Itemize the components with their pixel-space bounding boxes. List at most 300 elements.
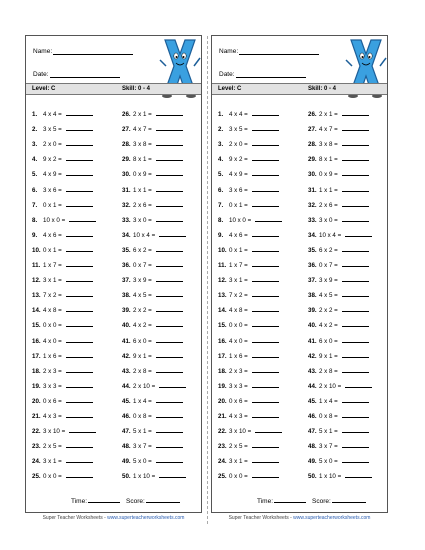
answer-blank[interactable]: [159, 472, 186, 478]
answer-blank[interactable]: [66, 412, 93, 418]
answer-blank[interactable]: [66, 306, 93, 312]
problem-expression: 9 x 1 =: [319, 352, 338, 360]
problem-number: 37.: [308, 277, 317, 285]
problem-expression: 4 x 5 =: [133, 292, 152, 300]
problem-expression: 0 x 6 =: [229, 397, 248, 405]
problem-number: 11.: [32, 262, 41, 269]
problem-expression: 1 x 1 =: [133, 186, 152, 194]
answer-blank[interactable]: [66, 321, 93, 327]
problem-row: [122, 472, 186, 480]
problem-expression: 2 x 6 =: [133, 201, 152, 209]
answer-blank[interactable]: [156, 155, 183, 161]
answer-blank[interactable]: [252, 291, 279, 297]
answer-blank[interactable]: [342, 140, 369, 146]
problem-row: [32, 382, 93, 390]
problem-expression: 9 x 2 =: [229, 156, 248, 164]
problem-number: 4.: [32, 156, 38, 164]
problem-number: 34.: [308, 231, 317, 239]
problem-row: [218, 231, 279, 239]
problem-expression: 2 x 10 =: [133, 382, 156, 390]
problem-number: 49.: [308, 458, 317, 466]
answer-blank[interactable]: [66, 382, 93, 388]
problem-expression: 8 x 1 =: [133, 156, 152, 164]
problem-row: [218, 140, 279, 148]
problem-expression: 3 x 8 =: [133, 141, 152, 149]
score-line[interactable]: [146, 497, 180, 503]
answer-blank[interactable]: [342, 457, 369, 463]
problem-number: 35.: [308, 246, 317, 254]
problem-expression: 3 x 1 =: [229, 277, 248, 285]
score-field[interactable]: [312, 497, 366, 505]
problem-row: [32, 306, 93, 314]
problem-row: [308, 155, 369, 163]
answer-blank[interactable]: [66, 231, 93, 237]
problem-expression: 4 x 4 =: [43, 111, 62, 118]
credit-url[interactable]: www.superteacherworksheets.com: [293, 515, 371, 521]
problem-expression: 1 x 10 =: [133, 473, 156, 481]
answer-blank[interactable]: [255, 427, 282, 433]
problem-expression: 0 x 1 =: [43, 246, 62, 254]
score-line[interactable]: [332, 497, 366, 503]
answer-blank[interactable]: [156, 276, 183, 282]
date-line[interactable]: [50, 71, 120, 78]
problem-row: [218, 367, 279, 375]
problem-expression: 3 x 0 =: [319, 216, 338, 224]
problem-row: [32, 457, 93, 465]
problem-row: [122, 367, 183, 375]
problem-number: 43.: [308, 367, 317, 375]
answer-blank[interactable]: [342, 186, 369, 192]
problem-number: 23.: [218, 443, 227, 451]
answer-blank[interactable]: [252, 125, 279, 131]
problem-row: [308, 397, 369, 405]
problem-number: 49.: [122, 458, 131, 466]
answer-blank[interactable]: [342, 155, 369, 161]
answer-blank[interactable]: [252, 352, 279, 358]
answer-blank[interactable]: [156, 186, 183, 192]
problem-row: [32, 201, 93, 209]
answer-blank[interactable]: [252, 306, 279, 312]
problem-expression: 1 x 1 =: [319, 186, 338, 194]
skill-label: Skill: 0 - 4: [122, 85, 151, 92]
answer-blank[interactable]: [66, 337, 93, 343]
problem-number: 10.: [32, 246, 41, 254]
problem-expression: 0 x 0 =: [229, 322, 248, 330]
problem-row: [32, 442, 93, 450]
problem-row: [122, 397, 183, 405]
answer-blank[interactable]: [252, 201, 279, 207]
score-field[interactable]: [126, 497, 180, 505]
answer-blank[interactable]: [342, 337, 369, 343]
answer-blank[interactable]: [66, 291, 93, 297]
problem-expression: 6 x 2 =: [319, 246, 338, 254]
problem-number: 32.: [122, 201, 131, 209]
answer-blank[interactable]: [66, 457, 93, 463]
level-bar: [26, 83, 201, 95]
problem-number: 39.: [308, 307, 317, 315]
answer-blank[interactable]: [66, 397, 93, 403]
answer-blank[interactable]: [156, 337, 183, 343]
problem-expression: 0 x 1 =: [43, 201, 62, 209]
problem-row: [32, 352, 93, 360]
answer-blank[interactable]: [252, 397, 279, 403]
answer-blank[interactable]: [156, 291, 183, 297]
answer-blank[interactable]: [342, 412, 369, 418]
problem-number: 31.: [122, 186, 131, 194]
answer-blank[interactable]: [66, 170, 93, 176]
answer-blank[interactable]: [342, 306, 369, 312]
problem-row: [32, 367, 93, 375]
answer-blank[interactable]: [156, 412, 183, 418]
answer-blank[interactable]: [156, 246, 183, 252]
problem-row: [308, 246, 369, 254]
answer-blank[interactable]: [252, 321, 279, 327]
problem-number: 38.: [308, 292, 317, 300]
problem-row: [122, 125, 183, 133]
problem-number: 50.: [308, 473, 317, 481]
problem-expression: 4 x 9 =: [229, 171, 248, 179]
answer-blank[interactable]: [66, 367, 93, 373]
problem-number: 40.: [308, 322, 317, 330]
answer-blank[interactable]: [342, 276, 369, 282]
answer-blank[interactable]: [66, 110, 93, 116]
problem-expression: 2 x 8 =: [319, 367, 338, 375]
problem-number: 26.: [308, 111, 317, 118]
problem-expression: 1 x 4 =: [133, 397, 152, 405]
problem-number: 21.: [32, 413, 41, 420]
answer-blank[interactable]: [156, 442, 183, 448]
problem-expression: 7 x 2 =: [43, 292, 62, 300]
answer-blank[interactable]: [69, 427, 96, 433]
name-label: Name:: [219, 48, 239, 55]
problem-row: [308, 110, 369, 118]
name-line[interactable]: [53, 48, 133, 55]
problem-row: [122, 170, 183, 178]
problem-number: 13.: [218, 292, 227, 300]
credit-left: [25, 515, 202, 521]
answer-blank[interactable]: [66, 186, 93, 192]
problem-number: 19.: [32, 382, 41, 390]
answer-blank[interactable]: [342, 110, 369, 116]
answer-blank[interactable]: [252, 472, 279, 478]
problem-expression: 0 x 1 =: [229, 201, 248, 209]
problem-number: 2.: [218, 126, 224, 134]
credit-right: [211, 515, 388, 521]
problem-expression: 4 x 8 =: [229, 307, 248, 315]
problem-row: [218, 321, 279, 329]
problem-row: [122, 306, 183, 314]
answer-blank[interactable]: [156, 457, 183, 463]
problem-row: [308, 442, 369, 450]
problem-expression: 3 x 1 =: [43, 458, 62, 466]
credit-url[interactable]: www.superteacherworksheets.com: [107, 515, 185, 521]
answer-blank[interactable]: [156, 125, 183, 131]
problem-number: 22.: [32, 428, 41, 436]
date-field[interactable]: [33, 71, 120, 78]
answer-blank[interactable]: [252, 155, 279, 161]
answer-blank[interactable]: [156, 321, 183, 327]
problem-number: 47.: [122, 428, 131, 436]
problem-number: 31.: [308, 186, 317, 194]
problem-number: 36.: [122, 262, 131, 269]
answer-blank[interactable]: [252, 231, 279, 237]
problem-expression: 9 x 1 =: [133, 352, 152, 360]
problem-row: [122, 155, 183, 163]
answer-blank[interactable]: [252, 337, 279, 343]
answer-blank[interactable]: [252, 170, 279, 176]
answer-blank[interactable]: [66, 201, 93, 207]
answer-blank[interactable]: [252, 140, 279, 146]
problem-expression: 9 x 2 =: [43, 156, 62, 164]
problem-number: 37.: [122, 277, 131, 285]
answer-blank[interactable]: [156, 367, 183, 373]
problem-row: [122, 352, 183, 360]
answer-blank[interactable]: [252, 442, 279, 448]
answer-blank[interactable]: [342, 201, 369, 207]
problem-number: 29.: [122, 156, 131, 164]
problem-expression: 3 x 10 =: [229, 428, 252, 436]
problem-row: [308, 321, 369, 329]
problem-expression: 2 x 5 =: [43, 443, 62, 451]
answer-blank[interactable]: [342, 261, 369, 267]
problem-expression: 4 x 2 =: [133, 322, 152, 330]
answer-blank[interactable]: [342, 427, 369, 433]
problem-row: [218, 442, 279, 450]
answer-blank[interactable]: [156, 306, 183, 312]
problem-row: [218, 412, 279, 420]
problem-number: 33.: [308, 216, 317, 224]
problem-number: 44.: [308, 382, 317, 390]
problem-row: [308, 261, 369, 269]
answer-blank[interactable]: [342, 216, 369, 222]
name-label: Name:: [33, 48, 53, 55]
answer-blank[interactable]: [252, 186, 279, 192]
problem-expression: 4 x 6 =: [229, 231, 248, 239]
problem-expression: 10 x 0 =: [229, 216, 252, 224]
problem-number: 5.: [218, 171, 224, 179]
answer-blank[interactable]: [66, 442, 93, 448]
answer-blank[interactable]: [66, 472, 93, 478]
problem-row: [308, 367, 369, 375]
problem-number: 41.: [122, 337, 131, 345]
problem-expression: 2 x 2 =: [133, 307, 152, 315]
skill-label: Skill: 0 - 4: [308, 85, 337, 92]
problem-row: [218, 186, 279, 194]
time-line[interactable]: [88, 497, 120, 503]
answer-blank[interactable]: [252, 110, 279, 116]
problem-number: 27.: [308, 126, 317, 134]
problem-row: [308, 352, 369, 360]
answer-blank[interactable]: [156, 427, 183, 433]
problem-number: 17.: [32, 352, 41, 360]
answer-blank[interactable]: [66, 352, 93, 358]
answer-blank[interactable]: [252, 261, 279, 267]
answer-blank[interactable]: [66, 140, 93, 146]
answer-blank[interactable]: [342, 367, 369, 373]
problem-expression: 3 x 7 =: [133, 443, 152, 451]
problem-number: 14.: [32, 307, 41, 315]
score-label: Score:: [126, 498, 145, 505]
problem-number: 47.: [308, 428, 317, 436]
problem-number: 34.: [122, 231, 131, 239]
date-field[interactable]: [219, 71, 306, 78]
problem-row: [218, 457, 279, 465]
problem-row: [32, 216, 96, 224]
problem-number: 23.: [32, 443, 41, 451]
answer-blank[interactable]: [156, 170, 183, 176]
time-field[interactable]: [71, 497, 120, 505]
problem-expression: 5 x 0 =: [133, 458, 152, 466]
problem-row: [218, 306, 279, 314]
answer-blank[interactable]: [345, 382, 372, 388]
problem-row: [218, 246, 279, 254]
problem-row: [122, 457, 183, 465]
problem-expression: 0 x 9 =: [319, 171, 338, 179]
problem-expression: 3 x 9 =: [319, 277, 338, 285]
problem-number: 18.: [218, 367, 227, 375]
answer-blank[interactable]: [342, 397, 369, 403]
answer-blank[interactable]: [156, 110, 183, 116]
problem-number: 24.: [218, 458, 227, 466]
answer-blank[interactable]: [345, 231, 372, 237]
problem-row: [218, 472, 279, 480]
problem-expression: 4 x 0 =: [43, 337, 62, 345]
problem-row: [308, 457, 369, 465]
problem-row: [32, 155, 93, 163]
problem-row: [122, 337, 183, 345]
problem-number: 7.: [32, 201, 38, 209]
answer-blank[interactable]: [66, 125, 93, 131]
problem-number: 19.: [218, 382, 227, 390]
problem-row: [308, 412, 369, 420]
problem-number: 42.: [308, 352, 317, 360]
credit-dash: -: [288, 515, 294, 521]
answer-blank[interactable]: [156, 397, 183, 403]
problem-number: 6.: [32, 186, 38, 194]
answer-blank[interactable]: [159, 231, 186, 237]
problem-number: 9.: [218, 231, 224, 239]
problem-expression: 0 x 7 =: [319, 262, 338, 269]
problem-number: 43.: [122, 367, 131, 375]
problem-number: 28.: [308, 141, 317, 149]
problem-number: 45.: [122, 397, 131, 405]
answer-blank[interactable]: [252, 246, 279, 252]
problem-number: 22.: [218, 428, 227, 436]
problem-row: [218, 125, 279, 133]
problem-row: [32, 140, 93, 148]
problem-row: [218, 110, 279, 118]
answer-blank[interactable]: [66, 276, 93, 282]
time-field[interactable]: [257, 497, 306, 505]
problem-number: 40.: [122, 322, 131, 330]
problem-row: [218, 382, 279, 390]
problem-number: 16.: [32, 337, 41, 345]
problem-expression: 3 x 1 =: [43, 277, 62, 285]
problem-expression: 0 x 7 =: [133, 262, 152, 269]
problem-expression: 3 x 6 =: [43, 186, 62, 194]
problem-number: 15.: [32, 322, 41, 330]
problem-row: [32, 276, 93, 284]
problem-row: [308, 276, 369, 284]
problem-row: [122, 216, 183, 224]
problem-number: 8.: [218, 216, 224, 224]
answer-blank[interactable]: [156, 261, 183, 267]
time-label: Time:: [257, 498, 274, 505]
answer-blank[interactable]: [156, 352, 183, 358]
answer-blank[interactable]: [342, 246, 369, 252]
problem-expression: 0 x 8 =: [319, 413, 338, 420]
problem-expression: 3 x 3 =: [43, 382, 62, 390]
answer-blank[interactable]: [66, 246, 93, 252]
name-field[interactable]: [33, 48, 133, 55]
problem-number: 25.: [218, 473, 227, 481]
problem-row: [122, 442, 183, 450]
answer-blank[interactable]: [252, 412, 279, 418]
answer-blank[interactable]: [345, 472, 372, 478]
problem-number: 16.: [218, 337, 227, 345]
problem-number: 44.: [122, 382, 131, 390]
problem-row: [122, 140, 183, 148]
problem-expression: 1 x 4 =: [319, 397, 338, 405]
problem-expression: 3 x 9 =: [133, 277, 152, 285]
problem-number: 5.: [32, 171, 38, 179]
answer-blank[interactable]: [252, 382, 279, 388]
answer-blank[interactable]: [156, 201, 183, 207]
problem-expression: 6 x 2 =: [133, 246, 152, 254]
name-field[interactable]: [219, 48, 319, 55]
date-line[interactable]: [236, 71, 306, 78]
answer-blank[interactable]: [159, 382, 186, 388]
name-line[interactable]: [239, 48, 319, 55]
answer-blank[interactable]: [69, 216, 96, 222]
answer-blank[interactable]: [252, 367, 279, 373]
problem-number: 39.: [122, 307, 131, 315]
problem-row: [308, 427, 369, 435]
problem-row: [218, 216, 282, 224]
answer-blank[interactable]: [342, 352, 369, 358]
problem-row: [32, 337, 93, 345]
answer-blank[interactable]: [342, 321, 369, 327]
answer-blank[interactable]: [342, 170, 369, 176]
problem-expression: 4 x 3 =: [229, 413, 248, 420]
problem-number: 29.: [308, 156, 317, 164]
answer-blank[interactable]: [342, 125, 369, 131]
problem-expression: 2 x 6 =: [319, 201, 338, 209]
time-line[interactable]: [274, 497, 306, 503]
problem-number: 7.: [218, 201, 224, 209]
answer-blank[interactable]: [252, 457, 279, 463]
problem-number: 30.: [122, 171, 131, 179]
answer-blank[interactable]: [66, 155, 93, 161]
problem-number: 41.: [308, 337, 317, 345]
answer-blank[interactable]: [156, 140, 183, 146]
answer-blank[interactable]: [342, 442, 369, 448]
problem-expression: 2 x 8 =: [133, 367, 152, 375]
answer-blank[interactable]: [342, 291, 369, 297]
problem-expression: 2 x 2 =: [319, 307, 338, 315]
problem-row: [32, 427, 96, 435]
problem-row: [122, 321, 183, 329]
problem-expression: 3 x 7 =: [319, 443, 338, 451]
answer-blank[interactable]: [156, 216, 183, 222]
problem-row: [122, 231, 186, 239]
problem-expression: 3 x 10 =: [43, 428, 66, 436]
problem-expression: 10 x 0 =: [43, 216, 66, 224]
answer-blank[interactable]: [252, 276, 279, 282]
problem-number: 3.: [218, 141, 224, 149]
answer-blank[interactable]: [255, 216, 282, 222]
answer-blank[interactable]: [66, 261, 93, 267]
